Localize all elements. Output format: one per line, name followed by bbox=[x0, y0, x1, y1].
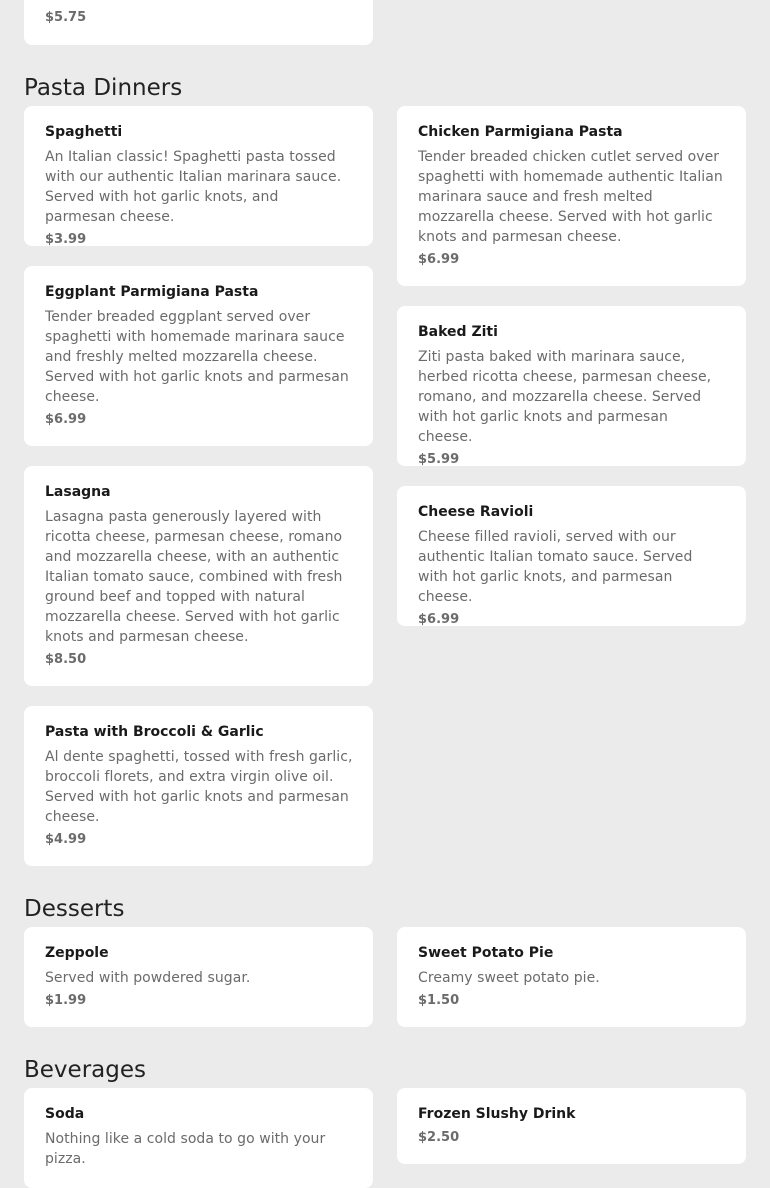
item-name: Pasta with Broccoli & Garlic bbox=[45, 724, 264, 740]
item-price: $6.99 bbox=[45, 412, 87, 427]
item-price: $1.50 bbox=[418, 993, 460, 1008]
menu-item-card[interactable] bbox=[24, 0, 373, 45]
section-title-beverages: Beverages bbox=[24, 1057, 146, 1083]
menu-item-cheese-ravioli[interactable] bbox=[397, 486, 746, 626]
item-price: $6.99 bbox=[418, 252, 460, 267]
item-description: Creamy sweet potato pie. bbox=[418, 970, 600, 986]
menu-item-spaghetti[interactable] bbox=[24, 106, 373, 246]
item-description: Lasagna pasta generously layered with ricotta cheese, parmesan cheese, romano and mozzarella cheese, with an authentic Italian tomato sauce, combined with fresh ground beef and topped with natural mozzarella cheese. Served with hot garlic knots and parmesan cheese. bbox=[45, 509, 343, 645]
item-name: Sweet Potato Pie bbox=[418, 945, 554, 961]
menu-item-frozen-slushy-drink[interactable] bbox=[397, 1088, 746, 1164]
item-name: Spaghetti bbox=[45, 124, 123, 140]
item-price: $4.99 bbox=[45, 832, 87, 847]
item-description: Served with powdered sugar. bbox=[45, 970, 251, 986]
item-name: Baked Ziti bbox=[418, 324, 498, 340]
item-description: Cheese filled ravioli, served with our authentic Italian tomato sauce. Served with hot garlic knots, and parmesan cheese. bbox=[418, 529, 693, 605]
item-name: Lasagna bbox=[45, 484, 111, 500]
section-title-desserts: Desserts bbox=[24, 896, 125, 922]
item-price: $1.99 bbox=[45, 993, 87, 1008]
item-name: Zeppole bbox=[45, 945, 109, 961]
item-price: $8.50 bbox=[45, 652, 87, 667]
menu-item-eggplant-parmigiana-pasta[interactable] bbox=[24, 266, 373, 446]
item-name: Frozen Slushy Drink bbox=[418, 1106, 576, 1122]
item-price: $2.50 bbox=[418, 1130, 460, 1145]
menu-item-chicken-parmigiana-pasta[interactable] bbox=[397, 106, 746, 286]
item-description: An Italian classic! Spaghetti pasta tossed with our authentic Italian marinara sauce. Served with hot garlic knots, and parmesan cheese. bbox=[45, 149, 342, 225]
item-description: Tender breaded chicken cutlet served over spaghetti with homemade authentic Italian marinara sauce and fresh melted mozzarella cheese. Served with hot garlic knots and parmesan cheese. bbox=[418, 149, 723, 245]
item-description: Al dente spaghetti, tossed with fresh garlic, broccoli florets, and extra virgin olive oil. Served with hot garlic knots and parmesan cheese. bbox=[45, 749, 353, 825]
menu-item-baked-ziti[interactable] bbox=[397, 306, 746, 466]
item-price: $5.99 bbox=[418, 452, 460, 467]
menu-item-lasagna[interactable] bbox=[24, 466, 373, 686]
section-title-pasta-dinners: Pasta Dinners bbox=[24, 75, 183, 101]
menu-item-pasta-with-broccoli-garlic[interactable] bbox=[24, 706, 373, 866]
item-name: Cheese Ravioli bbox=[418, 504, 534, 520]
item-name: Soda bbox=[45, 1106, 85, 1122]
item-description: Ziti pasta baked with marinara sauce, herbed ricotta cheese, parmesan cheese, romano, and mozzarella cheese. Served with hot garlic knots and parmesan cheese. bbox=[418, 349, 712, 445]
menu-item-zeppole[interactable] bbox=[24, 927, 373, 1027]
menu-item-sweet-potato-pie[interactable] bbox=[397, 927, 746, 1027]
item-price: $3.99 bbox=[45, 232, 87, 247]
item-description: Tender breaded eggplant served over spaghetti with homemade marinara sauce and freshly melted mozzarella cheese. Served with hot garlic knots and parmesan cheese. bbox=[45, 309, 349, 405]
item-name: Eggplant Parmigiana Pasta bbox=[45, 284, 259, 300]
item-description: Nothing like a cold soda to go with your pizza. bbox=[45, 1131, 326, 1167]
item-price: $6.99 bbox=[418, 612, 460, 627]
item-price: $5.75 bbox=[45, 10, 87, 25]
item-name: Chicken Parmigiana Pasta bbox=[418, 124, 623, 140]
menu-item-soda[interactable] bbox=[24, 1088, 373, 1188]
